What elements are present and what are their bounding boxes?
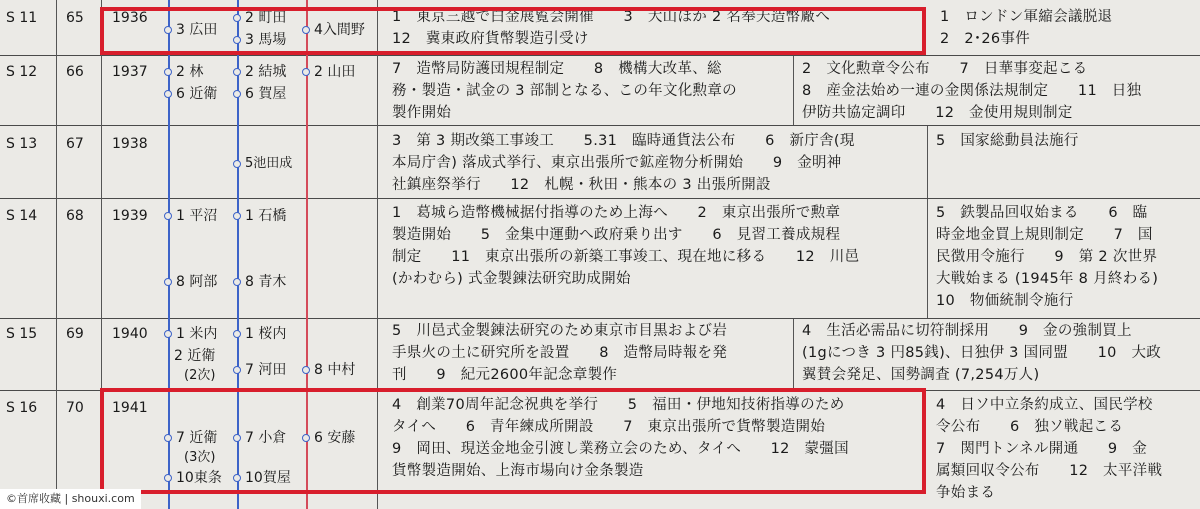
timeline-dot-icon bbox=[164, 90, 172, 98]
pm-entry-note: (2次) bbox=[184, 368, 216, 383]
finance-entry: 7 河田 bbox=[233, 360, 286, 380]
mint-events: 4 創業70周年記念祝典を挙行 5 福田・伊地知技術指導のため タイへ 6 青年練成所開設 7 東京出張所で貨幣製造開始 9 岡田、現送金地金引渡し業務立会のため、タイへ 12 蒙彊国 貨幣製造開始、上海市場向け金条製造 bbox=[392, 397, 849, 479]
timeline-dot-icon bbox=[164, 278, 172, 286]
mint-events: 5 川邑式金製錬法研究のため東京市目黒および岩 手県火の土に研究所を設置 8 造幣局時報を発 刊 9 紀元2600年記念章製作 bbox=[392, 323, 728, 383]
year-label: 1936 bbox=[112, 10, 148, 26]
timeline-dot-icon bbox=[233, 330, 241, 338]
watermark: ©首席收藏 | shouxi.com bbox=[0, 489, 141, 509]
highlight-box-1941 bbox=[100, 388, 926, 494]
director-entry: 6 安藤 bbox=[302, 428, 355, 448]
finance-entry: 10賀屋 bbox=[233, 468, 291, 488]
finance-entry: 8 青木 bbox=[233, 272, 286, 292]
era-label: S 15 bbox=[6, 326, 38, 342]
era-label: S 12 bbox=[6, 64, 38, 80]
pm-entry: 10東条 bbox=[164, 468, 222, 488]
pm-entry: 2 林 bbox=[164, 62, 203, 82]
column-divider bbox=[927, 199, 928, 318]
row-divider bbox=[0, 55, 1200, 56]
world-events: 4 日ソ中立条約成立、国民学校 令公布 6 独ソ戦起こる 7 関門トンネル開通 9 金 属類回収令公布 12 太平洋戦 争始まる bbox=[936, 397, 1163, 501]
world-events: 5 国家総動員法施行 bbox=[936, 133, 1079, 149]
director-entry: 8 中村 bbox=[302, 360, 355, 380]
timeline-dot-icon bbox=[233, 212, 241, 220]
age-label: 66 bbox=[66, 64, 84, 80]
row-divider bbox=[0, 318, 1200, 319]
finance-entry: 1 石橋 bbox=[233, 206, 286, 226]
director-entry: 2 山田 bbox=[302, 62, 355, 82]
timeline-dot-icon bbox=[164, 330, 172, 338]
finance-entry: 2 結城 bbox=[233, 62, 286, 82]
era-label: S 16 bbox=[6, 400, 38, 416]
pm-entry: 2 近衛 bbox=[174, 348, 216, 364]
year-label: 1939 bbox=[112, 208, 148, 224]
mint-events: 1 東京三越で白金展覧会開催 3 大山ほか 2 名奉天造幣廠へ 12 冀東政府貨幣製造引受け bbox=[392, 9, 830, 47]
pm-entry: 3 広田 bbox=[164, 20, 217, 40]
year-label: 1940 bbox=[112, 326, 148, 342]
world-events: 4 生活必需品に切符制採用 9 金の強制買上 (1gにつき 3 円85銭)、日独伊 3 国同盟 10 大政 翼賛会発足、国勢調査 (7,254万人) bbox=[802, 323, 1162, 383]
director-entry: 4入間野 bbox=[302, 20, 365, 40]
world-events: 1 ロンドン軍縮会議脱退 2 2･26事件 bbox=[940, 9, 1113, 47]
year-label: 1938 bbox=[112, 136, 148, 152]
column-divider bbox=[793, 56, 794, 125]
world-events: 2 文化勲章令公布 7 日華事変起こる 8 産金法始め一連の金関係法規制定 11 日独 伊防共協定調印 12 金使用規則制定 bbox=[802, 61, 1142, 121]
highlight-box-1936 bbox=[100, 7, 926, 55]
pm-entry: 6 近衛 bbox=[164, 84, 217, 104]
era-label: S 13 bbox=[6, 136, 38, 152]
age-label: 68 bbox=[66, 208, 84, 224]
director-entry: 5池田成 bbox=[233, 154, 292, 174]
finance-entry: 2 町田 bbox=[233, 8, 286, 28]
pm-entry-note: (3次) bbox=[184, 450, 216, 465]
year-label: 1941 bbox=[112, 400, 148, 416]
year-label: 1937 bbox=[112, 64, 148, 80]
column-divider bbox=[56, 0, 57, 509]
era-label: S 14 bbox=[6, 208, 38, 224]
timeline-dot-icon bbox=[233, 160, 241, 168]
timeline-dot-icon bbox=[233, 278, 241, 286]
timeline-dot-icon bbox=[164, 68, 172, 76]
timeline-dot-icon bbox=[233, 366, 241, 374]
column-divider bbox=[927, 126, 928, 198]
timeline-dot-icon bbox=[302, 366, 310, 374]
finance-entry: 6 賀屋 bbox=[233, 84, 286, 104]
age-label: 69 bbox=[66, 326, 84, 342]
column-divider bbox=[793, 319, 794, 390]
age-label: 70 bbox=[66, 400, 84, 416]
mint-events: 3 第 3 期改築工事竣工 5.31 臨時通貨法公布 6 新庁舎(現 本局庁舎) 落成式挙行、東京出張所で鉱産物分析開始 9 金明神 社鎮座祭挙行 12 札幌・秋田・熊本の 3 出張所開設 bbox=[392, 133, 855, 193]
pm-entry: 8 阿部 bbox=[164, 272, 217, 292]
finance-entry: 7 小倉 bbox=[233, 428, 286, 448]
era-label: S 11 bbox=[6, 10, 38, 26]
pm-entry: 7 近衛 bbox=[164, 428, 217, 448]
timeline-dot-icon bbox=[233, 90, 241, 98]
timeline-dot-icon bbox=[164, 212, 172, 220]
pm-entry: 1 平沼 bbox=[164, 206, 217, 226]
timeline-dot-icon bbox=[233, 68, 241, 76]
mint-events: 7 造幣局防護団規程制定 8 機構大改革、総 務・製造・試金の 3 部制となる、この年文化勲章の 製作開始 bbox=[392, 61, 737, 121]
timeline-dot-icon bbox=[302, 68, 310, 76]
finance-entry: 3 馬場 bbox=[233, 30, 286, 50]
finance-entry: 1 桜内 bbox=[233, 324, 286, 344]
pm-entry: 1 米内 bbox=[164, 324, 217, 344]
world-events: 5 鉄製品回収始まる 6 臨 時金地金買上規則制定 7 国 民徴用令施行 9 第 2 次世界 大戦始まる (1945年 8 月終わる) 10 物価統制令施行 bbox=[936, 205, 1159, 309]
mint-events: 1 葛城ら造幣機械据付指導のため上海へ 2 東京出張所で勲章 製造開始 5 金集中運動へ政府乗り出す 6 見習工養成規程 制定 11 東京出張所の新築工事竣工、現在地に移る 12 川邑 (かわむら) 式金製錬法研究助成開始 bbox=[392, 205, 860, 287]
row-divider bbox=[0, 198, 1200, 199]
age-label: 67 bbox=[66, 136, 84, 152]
age-label: 65 bbox=[66, 10, 84, 26]
row-divider bbox=[0, 125, 1200, 126]
